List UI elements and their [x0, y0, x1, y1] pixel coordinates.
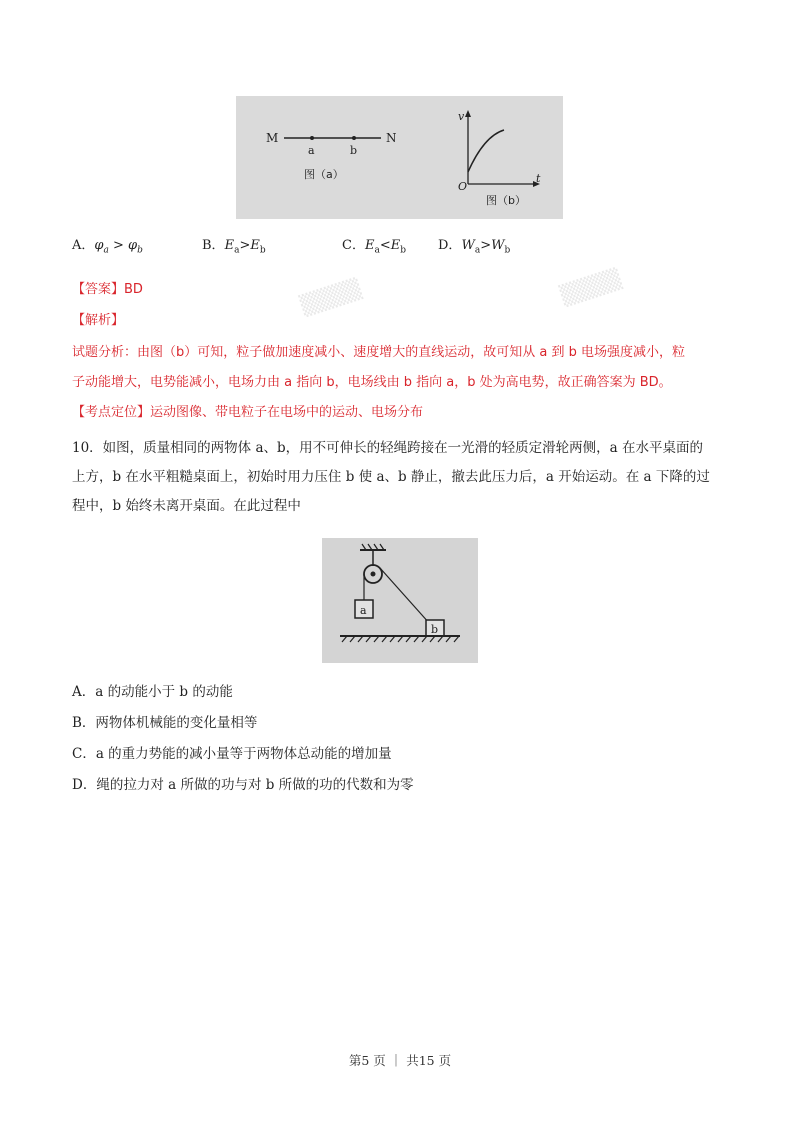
question-10-line-3: 程中，b 始终未离开桌面。在此过程中	[72, 498, 301, 514]
axis-origin-label: O	[458, 180, 468, 193]
rope-b	[380, 568, 430, 624]
watermark: ▒▒▒▒	[297, 276, 364, 318]
figure-electric-field-graph	[236, 96, 563, 219]
q10-choice-a: A．a 的动能小于 b 的动能	[72, 684, 233, 700]
velocity-curve	[468, 130, 504, 172]
pulley-svg	[322, 538, 478, 663]
label-a: a	[308, 144, 315, 157]
figure-a-b-svg	[236, 96, 563, 219]
axis-v-label: v	[458, 110, 465, 123]
point-b	[352, 136, 356, 140]
block-a-label: a	[360, 604, 367, 617]
label-M: M	[266, 131, 279, 145]
watermark: ▒▒▒▒	[557, 266, 624, 308]
point-a	[310, 136, 314, 140]
block-b-label: b	[431, 623, 439, 636]
q9-option-b: B．$E_a>E_b$	[202, 238, 266, 256]
axis-t-label: t	[536, 172, 541, 185]
q10-choice-c: C．a 的重力势能的减小量等于两物体总动能的增加量	[72, 746, 392, 762]
page-footer: 第5 页 ｜ 共15 页	[348, 1053, 452, 1068]
q9-option-d: D．$W_a>W_b$	[438, 238, 511, 256]
analysis-line-2: 子动能增大，电势能减小，电场力由 a 指向 b，电场线由 b 指向 a，b 处为高电势，故正确答案为 BD。	[72, 375, 672, 390]
analysis-header: 【解析】	[72, 313, 125, 328]
knowledge-point: 【考点定位】运动图像、带电粒子在电场中的运动、电场分布	[72, 405, 424, 420]
q9-option-c: C．$E_a<E_b$	[342, 238, 406, 256]
analysis-line-1: 试题分析：由图（b）可知，粒子做加速度减小、速度增大的直线运动，故可知从 a 到 b 电场强度减小，粒	[72, 345, 686, 360]
figure-pulley	[322, 538, 478, 663]
v-axis-arrow	[465, 110, 471, 117]
q10-choice-d: D．绳的拉力对 a 所做的功与对 b 所做的功的代数和为零	[72, 777, 414, 793]
caption-figure-a: 图（a）	[304, 168, 344, 181]
caption-figure-b: 图（b）	[486, 194, 526, 207]
question-10-line-2: 上方，b 在水平粗糙桌面上，初始时用力压住 b 使 a、b 静止，撤去此压力后，a 开始运动。在 a 下降的过	[72, 469, 710, 485]
answer-line: 【答案】BD	[72, 282, 143, 297]
q9-option-a: A．$\varphi_a > \varphi_b$	[72, 238, 143, 256]
label-N: N	[386, 131, 397, 145]
q10-choice-b: B．两物体机械能的变化量相等	[72, 715, 258, 731]
pulley-axle	[371, 572, 376, 577]
label-b: b	[350, 144, 358, 157]
question-10	[72, 434, 732, 521]
question-10-line-1: 10．如图，质量相同的两物体 a、b，用不可伸长的轻绳跨接在一光滑的轻质定滑轮两侧，a 在水平桌面的	[72, 440, 703, 456]
